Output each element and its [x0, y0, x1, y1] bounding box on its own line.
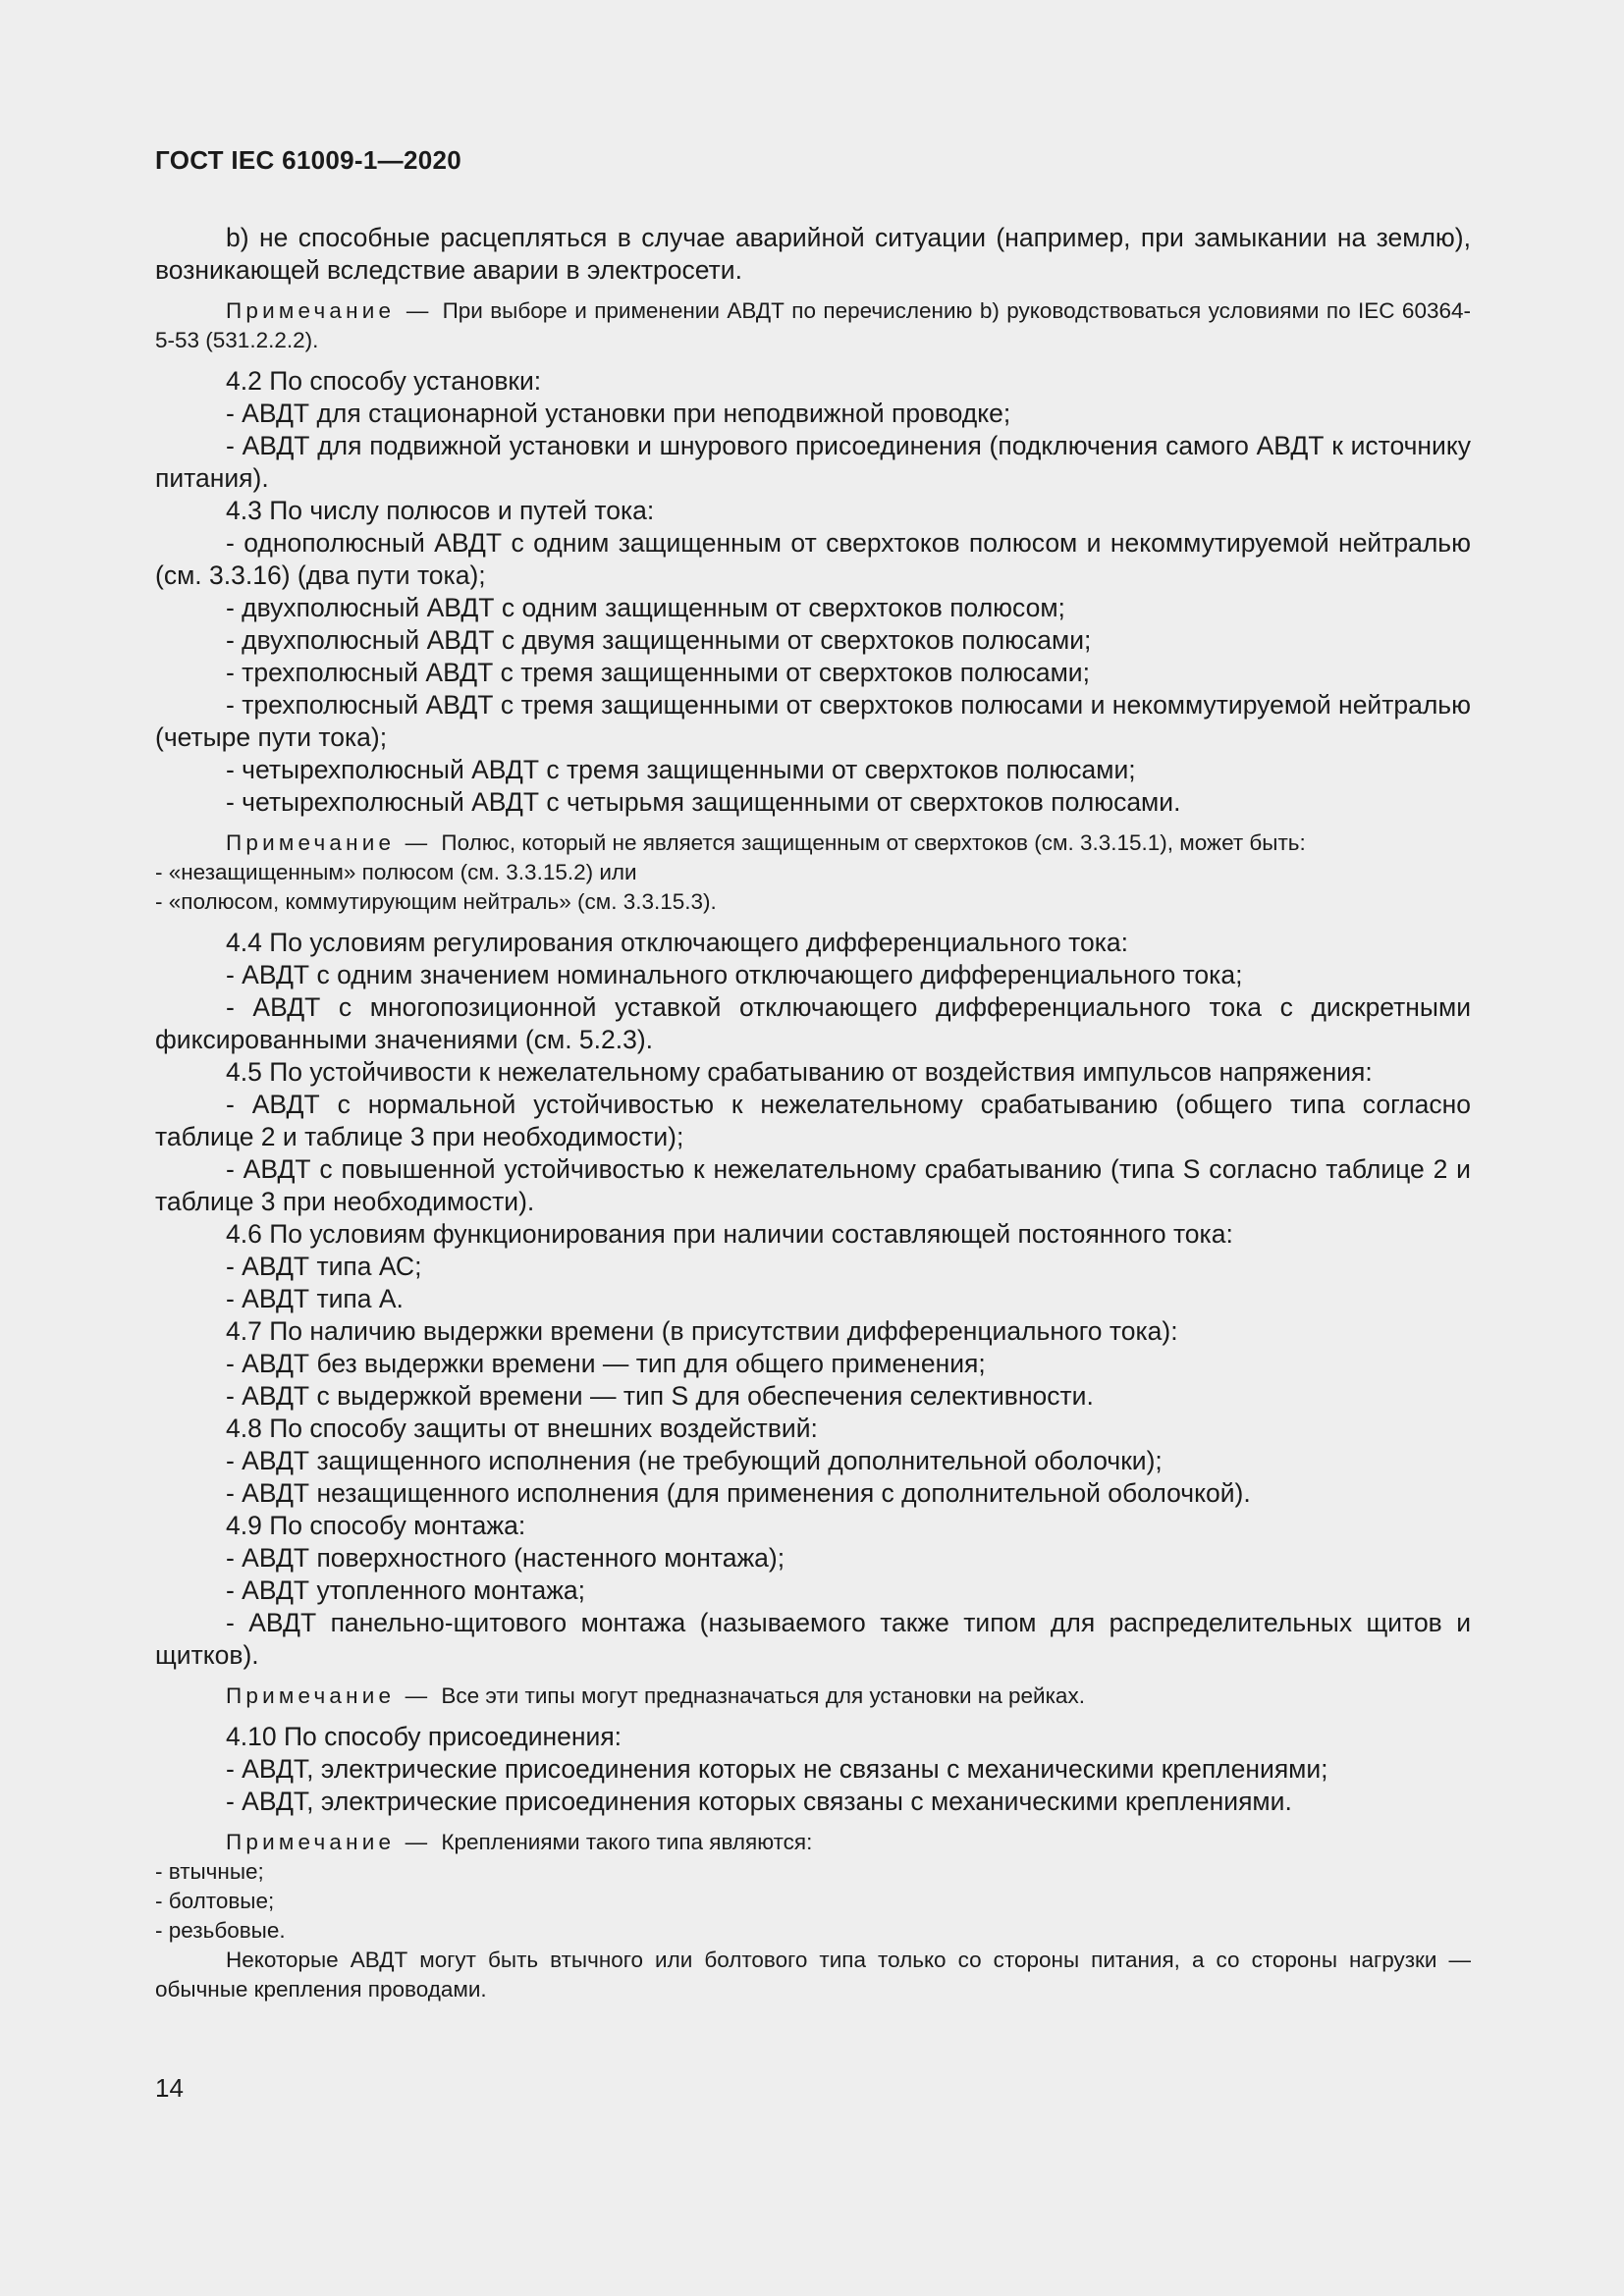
section-heading: 4.5 По устойчивости к нежелательному срабатыванию от воздействия импульсов напряжения: — [226, 1057, 1373, 1087]
list-item: - АВДТ типа А. — [226, 1284, 404, 1313]
list-item: - АВДТ, электрические присоединения которых связаны с механическими креплениями. — [226, 1787, 1292, 1816]
list-item: - двухполюсный АВДТ с одним защищенным от сверхтоков полюсом; — [226, 593, 1065, 622]
note-label: Примечание — — [226, 830, 432, 855]
note-list-item: - втычные; — [155, 1859, 264, 1884]
list-item: - АВДТ для стационарной установки при неподвижной проводке; — [226, 399, 1011, 428]
note-1 — [155, 296, 1471, 355]
list-item: - АВДТ с нормальной устойчивостью к нежелательному срабатыванию (общего типа согласно таблице 2 и таблице 3 при необходимости); — [155, 1090, 1471, 1151]
list-item: - АВДТ с выдержкой времени — тип S для обеспечения селективности. — [226, 1381, 1094, 1411]
note-4 — [155, 1828, 1471, 1857]
note-label: Примечание — — [226, 1830, 432, 1854]
note-label: Примечание — — [226, 1683, 432, 1708]
document-header: ГОСТ IEC 61009-1—2020 — [155, 145, 461, 175]
note-text: При выборе и применении АВДТ по перечислению b) руководствоваться условиями по IEC 60364-5-53 (531.2.2.2). — [155, 298, 1471, 352]
list-item: - АВДТ незащищенного исполнения (для применения с дополнительной оболочкой). — [226, 1478, 1251, 1508]
list-item: - АВДТ защищенного исполнения (не требующий дополнительной оболочки); — [226, 1446, 1163, 1475]
list-item: - АВДТ панельно-щитового монтажа (называемого также типом для распределительных щитов и щитков). — [155, 1608, 1471, 1670]
note-text: Креплениями такого типа являются: — [441, 1830, 813, 1854]
note-list-item: - «полюсом, коммутирующим нейтраль» (см. 3.3.15.3). — [155, 889, 717, 914]
note-2 — [155, 828, 1471, 858]
section-heading: 4.7 По наличию выдержки времени (в присутствии дифференциального тока): — [226, 1316, 1178, 1346]
list-item: - АВДТ типа АС; — [226, 1252, 422, 1281]
list-item: - двухполюсный АВДТ с двумя защищенными от сверхтоков полюсами; — [226, 625, 1092, 655]
section-heading: 4.10 По способу присоединения: — [226, 1722, 623, 1751]
section-heading: 4.4 По условиям регулирования отключающего дифференциального тока: — [226, 928, 1128, 957]
list-item: - АВДТ без выдержки времени — тип для общего применения; — [226, 1349, 986, 1378]
list-item: - однополюсный АВДТ с одним защищенным от сверхтоков полюсом и некоммутируемой нейтралью (см. 3.3.16) (два пути тока); — [155, 528, 1471, 590]
note-text: Все эти типы могут предназначаться для установки на рейках. — [441, 1683, 1085, 1708]
list-item: - АВДТ поверхностного (настенного монтажа); — [226, 1543, 785, 1573]
page-number: 14 — [155, 2073, 184, 2103]
section-heading: 4.9 По способу монтажа: — [226, 1511, 526, 1540]
note-list-item: - резьбовые. — [155, 1918, 286, 1943]
list-item: - АВДТ с одним значением номинального отключающего дифференциального тока; — [226, 960, 1243, 989]
list-item: - АВДТ с повышенной устойчивостью к нежелательному срабатыванию (типа S согласно таблице 2 и таблице 3 при необходимости). — [155, 1154, 1471, 1216]
section-heading: 4.8 По способу защиты от внешних воздействий: — [226, 1414, 818, 1443]
note-list-item: - болтовые; — [155, 1889, 275, 1913]
section-heading: 4.3 По числу полюсов и путей тока: — [226, 496, 655, 525]
list-item: - АВДТ, электрические присоединения которых не связаны с механическими креплениями; — [226, 1754, 1328, 1784]
list-item: - трехполюсный АВДТ с тремя защищенными от сверхтоков полюсами; — [226, 658, 1090, 687]
section-heading: 4.6 По условиям функционирования при наличии составляющей постоянного тока: — [226, 1219, 1233, 1249]
list-item: - АВДТ утопленного монтажа; — [226, 1575, 586, 1605]
note-text: Полюс, который не является защищенным от сверхтоков (см. 3.3.15.1), может быть: — [441, 830, 1306, 855]
note-list-item: - «незащищенным» полюсом (см. 3.3.15.2) или — [155, 860, 637, 884]
list-item: - четырехполюсный АВДТ с тремя защищенными от сверхтоков полюсами; — [226, 755, 1136, 784]
section-heading: 4.2 По способу установки: — [226, 366, 542, 396]
document-body — [155, 222, 1471, 2004]
list-item: - четырехполюсный АВДТ с четырьмя защищенными от сверхтоков полюсами. — [226, 787, 1181, 817]
list-item: - АВДТ с многопозиционной уставкой отключающего дифференциального тока с дискретными фиксированными значениями (см. 5.2.3). — [155, 992, 1471, 1054]
note-label: Примечание — — [226, 298, 433, 323]
note-continuation: Некоторые АВДТ могут быть втычного или болтового типа только со стороны питания, а со стороны нагрузки — обычные крепления проводами. — [155, 1948, 1471, 2002]
note-3 — [155, 1682, 1471, 1711]
list-item: - трехполюсный АВДТ с тремя защищенными от сверхтоков полюсами и некоммутируемой нейтралью (четыре пути тока); — [155, 690, 1471, 752]
document-page — [155, 0, 1471, 2296]
list-item: - АВДТ для подвижной установки и шнурового присоединения (подключения самого АВДТ к источнику питания). — [155, 431, 1471, 493]
paragraph: b) не способные расцепляться в случае аварийной ситуации (например, при замыкании на землю), возникающей вследствие аварии в электросети. — [155, 223, 1471, 285]
